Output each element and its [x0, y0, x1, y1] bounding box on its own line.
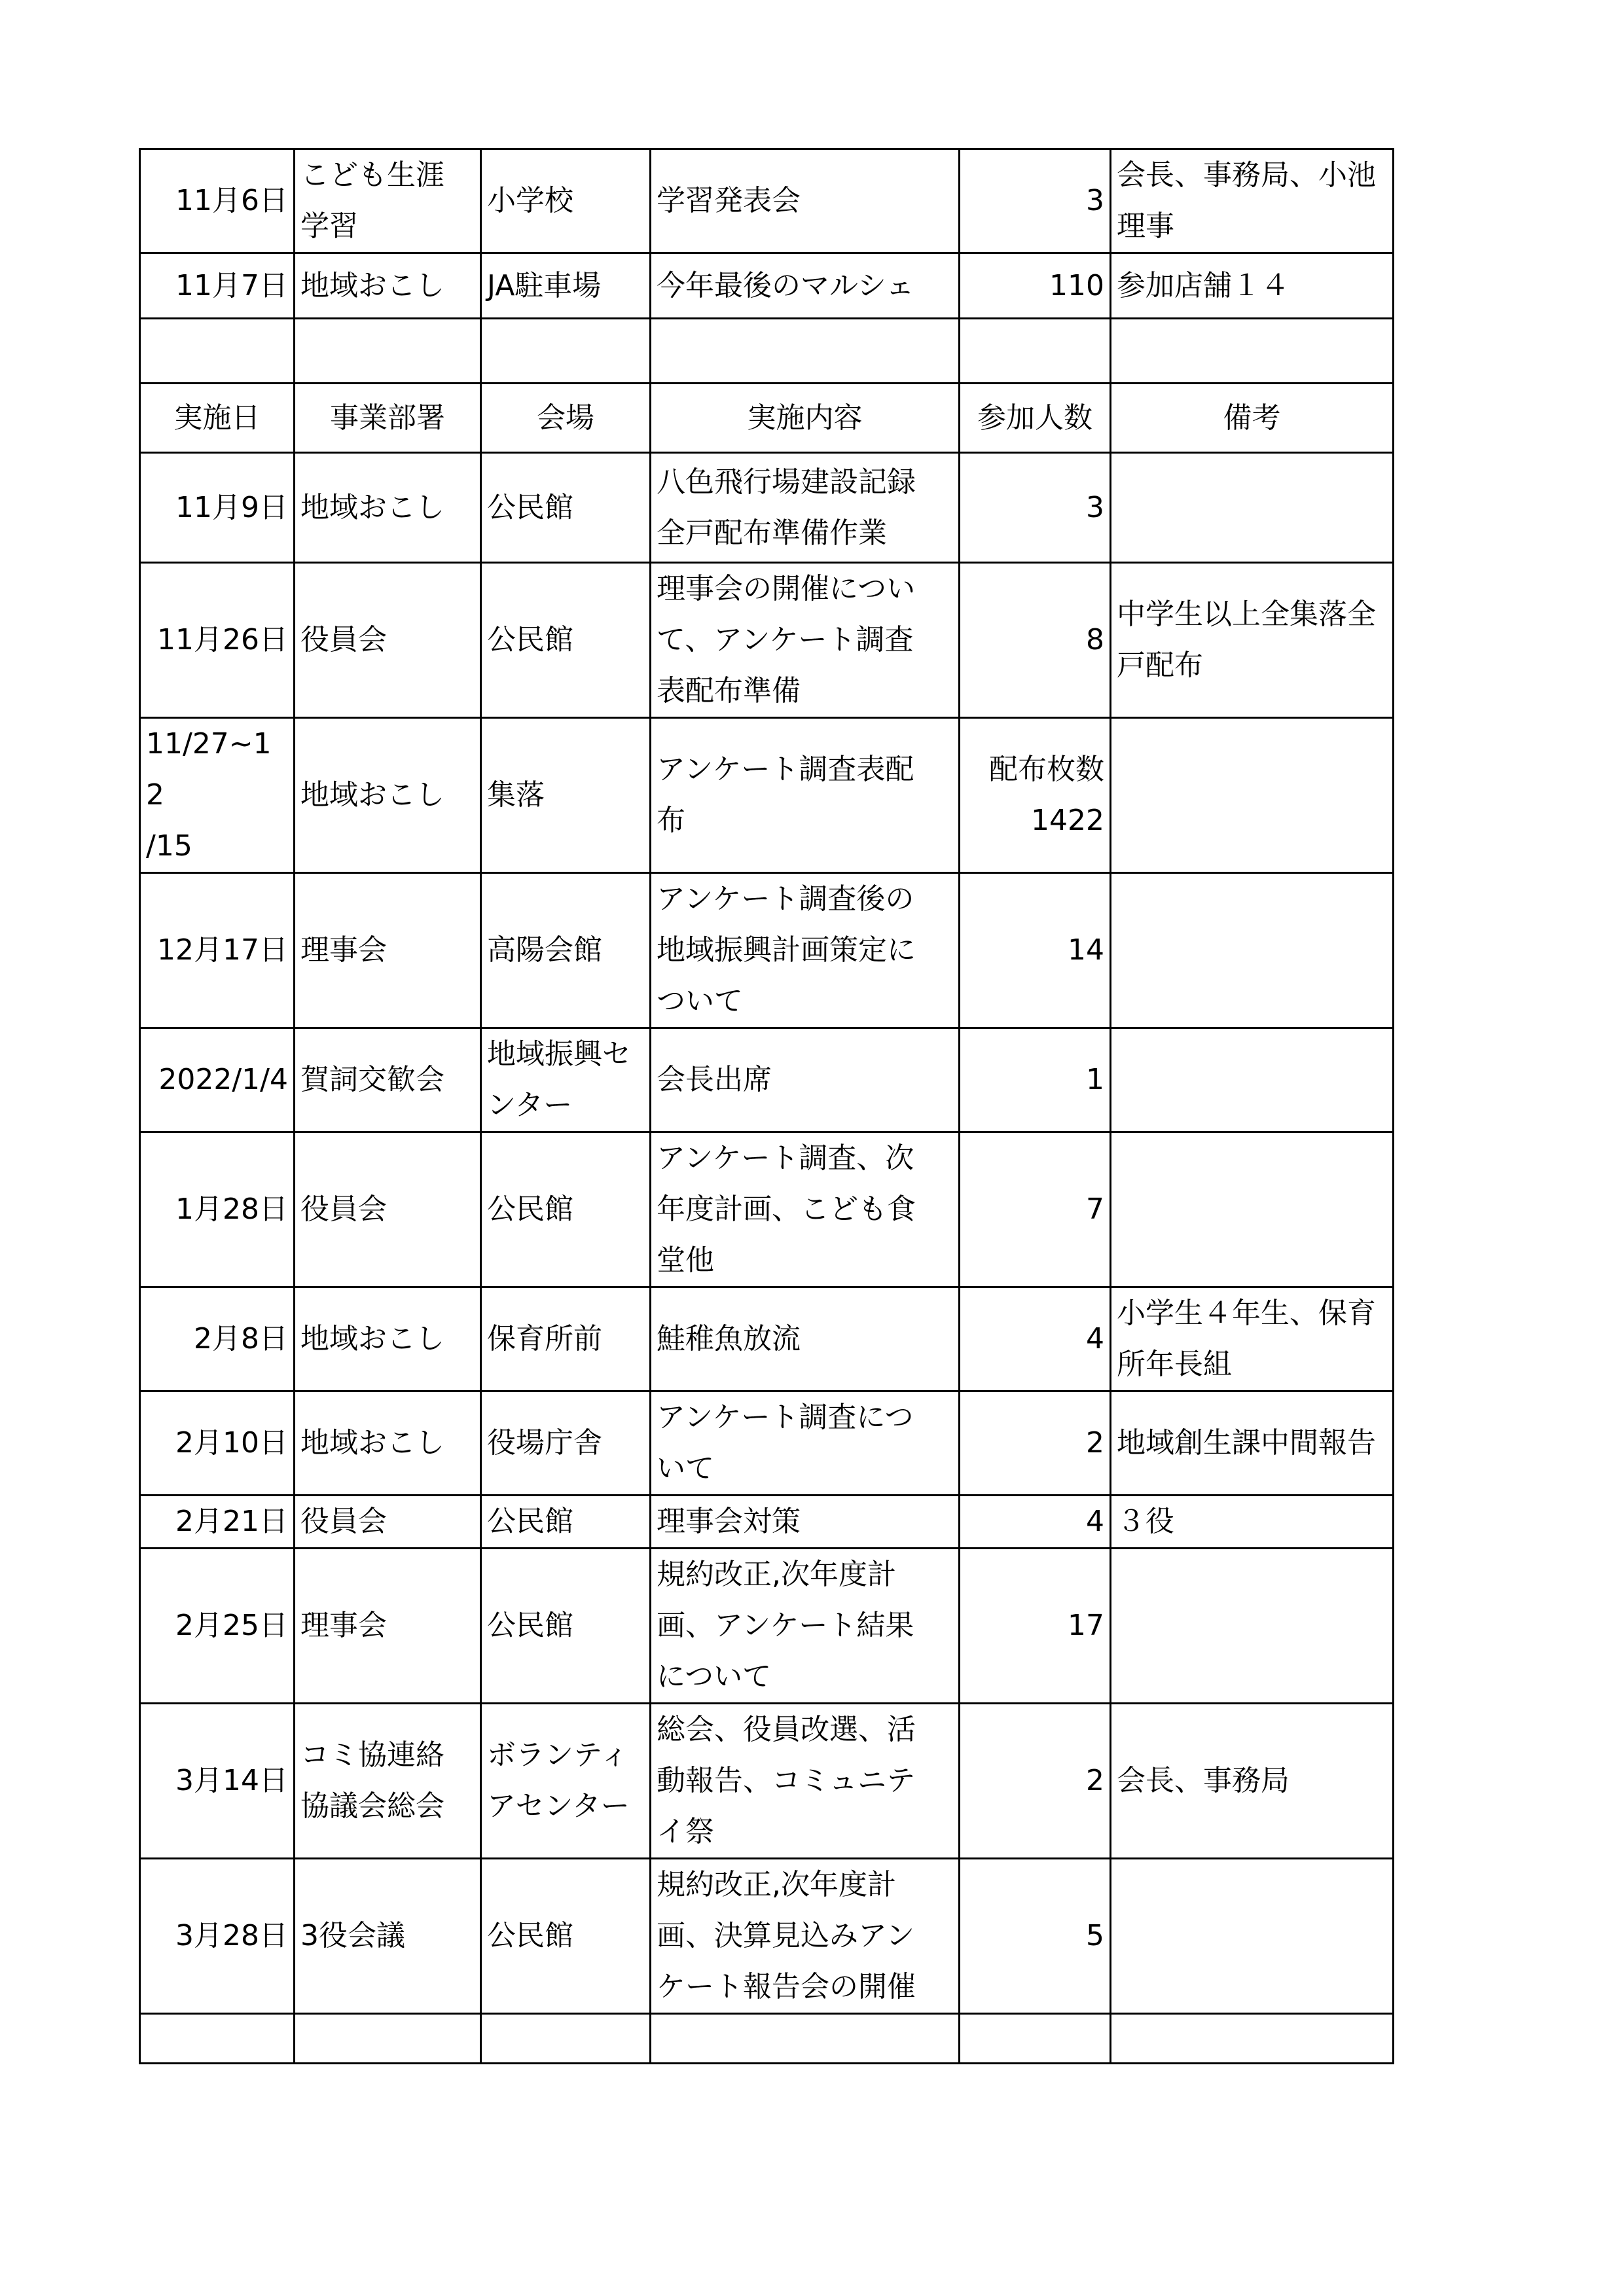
- cell-note: 会長、事務局: [1111, 1704, 1394, 1859]
- table-row: [140, 1704, 1394, 1859]
- cell-content: アンケート調査につ いて: [651, 1391, 960, 1496]
- cell-dept: 理事会: [295, 873, 481, 1028]
- cell-dept: [295, 319, 481, 384]
- cell-content: 規約改正,次年度計 画、アンケート結果 について: [651, 1549, 960, 1704]
- cell-venue: 地域振興セ ンター: [481, 1028, 651, 1132]
- cell-dept: 地域おこし: [295, 253, 481, 319]
- cell-content: 理事会の開催につい て、アンケート調査 表配布準備: [651, 563, 960, 718]
- cell-note: [1111, 1028, 1394, 1132]
- header-note: 備考: [1111, 384, 1394, 453]
- cell-date: 11月6日: [140, 149, 295, 253]
- cell-note: [1111, 319, 1394, 384]
- cell-count: 2: [960, 1391, 1111, 1496]
- cell-dept: 地域おこし: [295, 1391, 481, 1496]
- cell-dept: 賀詞交歓会: [295, 1028, 481, 1132]
- activity-table: [139, 148, 1394, 2064]
- cell-note: [1111, 873, 1394, 1028]
- cell-date: 2月10日: [140, 1391, 295, 1496]
- cell-note: 中学生以上全集落全 戸配布: [1111, 563, 1394, 718]
- cell-content: 会長出席: [651, 1028, 960, 1132]
- cell-count: [960, 319, 1111, 384]
- cell-date: 2月8日: [140, 1287, 295, 1391]
- header-content: 実施内容: [651, 384, 960, 453]
- cell-dept: コミ協連絡 協議会総会: [295, 1704, 481, 1859]
- cell-count: [960, 2014, 1111, 2064]
- cell-note: 会長、事務局、小池 理事: [1111, 149, 1394, 253]
- cell-note: ３役: [1111, 1496, 1394, 1549]
- table-row: [140, 1028, 1394, 1132]
- cell-venue: 集落: [481, 718, 651, 873]
- cell-date: 11月26日: [140, 563, 295, 718]
- cell-date: 11/27~12 /15: [140, 718, 295, 873]
- cell-venue: 公民館: [481, 1132, 651, 1287]
- cell-venue: ボランティ アセンター: [481, 1704, 651, 1859]
- cell-date: 1月28日: [140, 1132, 295, 1287]
- header-row: [140, 384, 1394, 453]
- table-row: [140, 1132, 1394, 1287]
- cell-date: 2022/1/4: [140, 1028, 295, 1132]
- cell-count: 3: [960, 149, 1111, 253]
- cell-count: 17: [960, 1549, 1111, 1704]
- cell-dept: こども生涯 学習: [295, 149, 481, 253]
- cell-content: アンケート調査後の 地域振興計画策定に ついて: [651, 873, 960, 1028]
- table-row: [140, 1287, 1394, 1391]
- cell-venue: 公民館: [481, 1496, 651, 1549]
- cell-venue: 公民館: [481, 563, 651, 718]
- cell-content: 今年最後のマルシェ: [651, 253, 960, 319]
- table-row: [140, 1391, 1394, 1496]
- table-row: [140, 718, 1394, 873]
- cell-content: [651, 2014, 960, 2064]
- header-date: 実施日: [140, 384, 295, 453]
- cell-date: [140, 2014, 295, 2064]
- cell-venue: 高陽会館: [481, 873, 651, 1028]
- cell-content: アンケート調査、次 年度計画、こども食 堂他: [651, 1132, 960, 1287]
- table-row: [140, 1549, 1394, 1704]
- cell-venue: 小学校: [481, 149, 651, 253]
- table-row: [140, 253, 1394, 319]
- cell-count: 7: [960, 1132, 1111, 1287]
- cell-venue: 保育所前: [481, 1287, 651, 1391]
- cell-venue: 公民館: [481, 453, 651, 563]
- cell-venue: 役場庁舎: [481, 1391, 651, 1496]
- cell-note: 地域創生課中間報告: [1111, 1391, 1394, 1496]
- cell-dept: [295, 2014, 481, 2064]
- cell-date: 11月9日: [140, 453, 295, 563]
- cell-note: [1111, 1859, 1394, 2014]
- cell-count: 2: [960, 1704, 1111, 1859]
- cell-dept: 地域おこし: [295, 1287, 481, 1391]
- header-dept: 事業部署: [295, 384, 481, 453]
- cell-date: 2月21日: [140, 1496, 295, 1549]
- cell-dept: 理事会: [295, 1549, 481, 1704]
- table-row: [140, 873, 1394, 1028]
- cell-dept: 地域おこし: [295, 718, 481, 873]
- cell-venue: [481, 2014, 651, 2064]
- cell-date: 3月14日: [140, 1704, 295, 1859]
- cell-note: 参加店舗１４: [1111, 253, 1394, 319]
- cell-dept: 役員会: [295, 1132, 481, 1287]
- cell-count: 4: [960, 1287, 1111, 1391]
- cell-count: 1: [960, 1028, 1111, 1132]
- cell-dept: 地域おこし: [295, 453, 481, 563]
- cell-count: 14: [960, 873, 1111, 1028]
- cell-date: 3月28日: [140, 1859, 295, 2014]
- cell-count: 3: [960, 453, 1111, 563]
- cell-venue: 公民館: [481, 1859, 651, 2014]
- cell-venue: [481, 319, 651, 384]
- cell-note: [1111, 718, 1394, 873]
- table-row: [140, 1859, 1394, 2014]
- table-row: [140, 453, 1394, 563]
- cell-dept: 役員会: [295, 563, 481, 718]
- cell-date: 2月25日: [140, 1549, 295, 1704]
- cell-dept: 役員会: [295, 1496, 481, 1549]
- cell-dept: 3役会議: [295, 1859, 481, 2014]
- header-venue: 会場: [481, 384, 651, 453]
- cell-date: 11月7日: [140, 253, 295, 319]
- cell-content: 規約改正,次年度計 画、決算見込みアン ケート報告会の開催: [651, 1859, 960, 2014]
- table-row: [140, 149, 1394, 253]
- cell-content: 理事会対策: [651, 1496, 960, 1549]
- cell-content: アンケート調査表配 布: [651, 718, 960, 873]
- header-count: 参加人数: [960, 384, 1111, 453]
- cell-note: [1111, 1549, 1394, 1704]
- cell-venue: 公民館: [481, 1549, 651, 1704]
- cell-content: [651, 319, 960, 384]
- table-row-empty: [140, 319, 1394, 384]
- cell-count: 8: [960, 563, 1111, 718]
- cell-count: 配布枚数 1422: [960, 718, 1111, 873]
- cell-content: 総会、役員改選、活 動報告、コミュニテ イ祭: [651, 1704, 960, 1859]
- cell-content: 鮭稚魚放流: [651, 1287, 960, 1391]
- cell-content: 学習発表会: [651, 149, 960, 253]
- table-row-empty: [140, 2014, 1394, 2064]
- cell-note: [1111, 1132, 1394, 1287]
- cell-note: 小学生４年生、保育 所年長組: [1111, 1287, 1394, 1391]
- cell-venue: JA駐車場: [481, 253, 651, 319]
- cell-count: 4: [960, 1496, 1111, 1549]
- cell-count: 110: [960, 253, 1111, 319]
- table-row: [140, 563, 1394, 718]
- cell-date: [140, 319, 295, 384]
- cell-date: 12月17日: [140, 873, 295, 1028]
- cell-note: [1111, 453, 1394, 563]
- cell-content: 八色飛行場建設記録 全戸配布準備作業: [651, 453, 960, 563]
- cell-count: 5: [960, 1859, 1111, 2014]
- table-row: [140, 1496, 1394, 1549]
- cell-note: [1111, 2014, 1394, 2064]
